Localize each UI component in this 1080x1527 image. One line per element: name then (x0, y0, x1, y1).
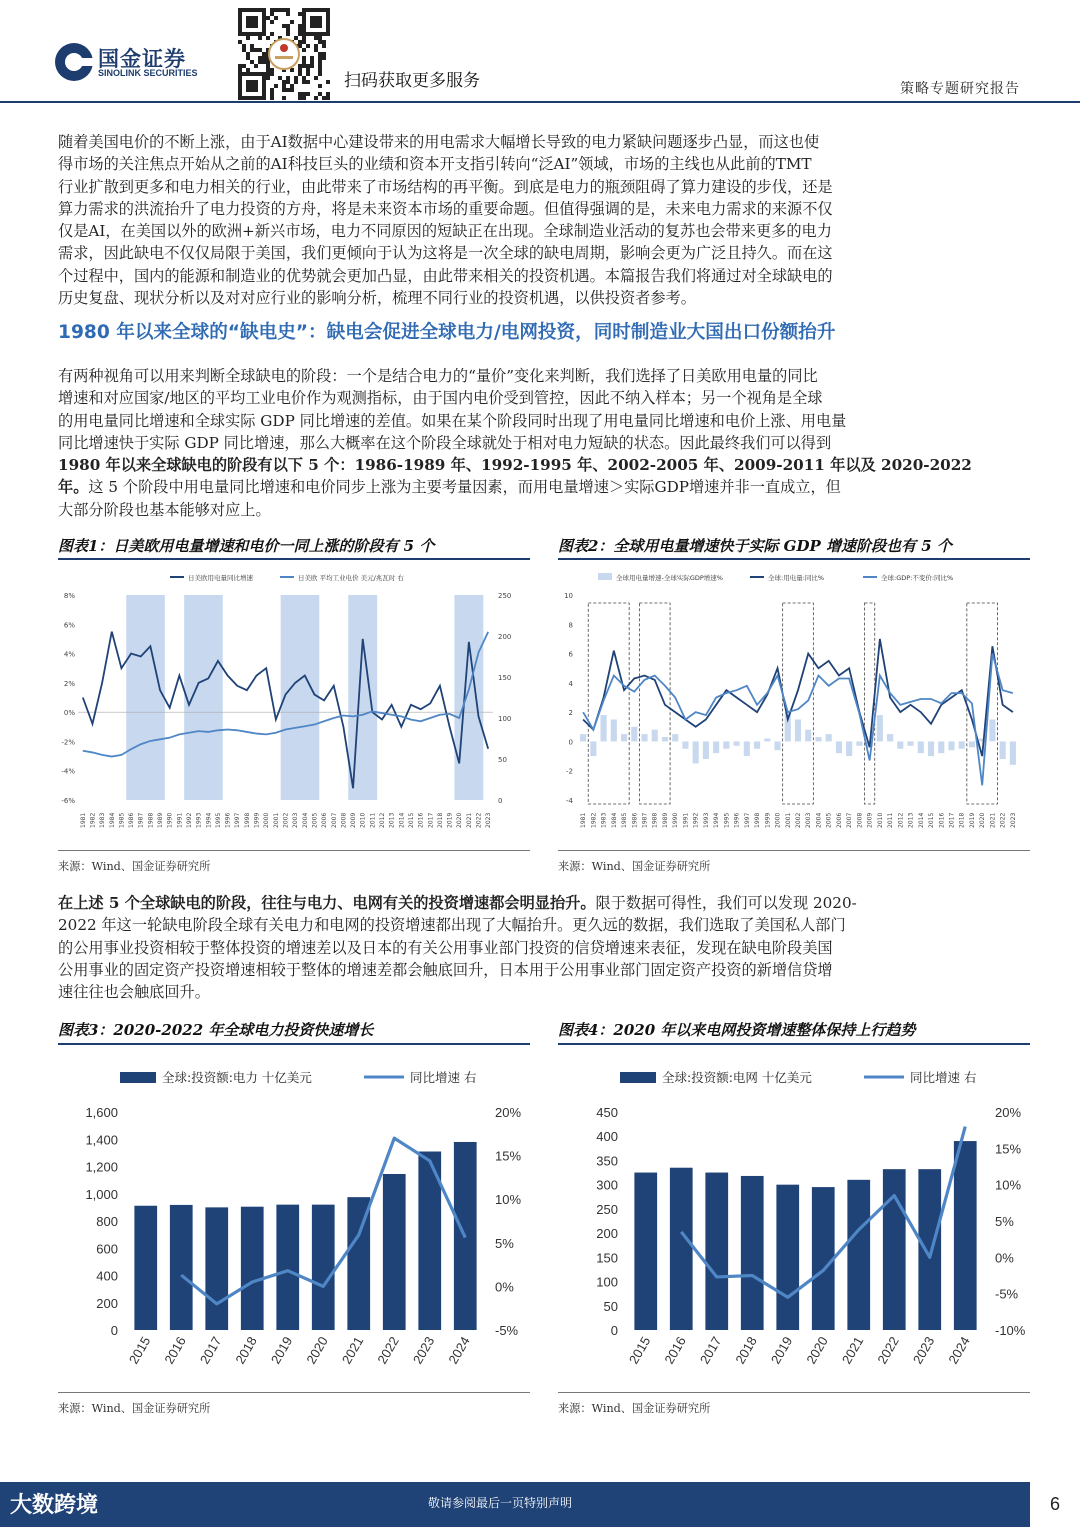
text-line: 历史复盘、现状分析以及对对应行业的影响分析，梳理不同行业的投资机遇，以供投资者参考。 (58, 289, 696, 308)
diff-bar (764, 739, 770, 742)
logo-name-cn: 国金证券 (98, 47, 186, 71)
x-tick: 2010 (876, 812, 884, 828)
x-tick: 2002 (795, 812, 802, 828)
y-tick-right: 5% (995, 1214, 1014, 1229)
value-bar (741, 1176, 764, 1330)
value-bar (776, 1185, 799, 1330)
text-line: 得市场的关注焦点开始从之前的AI科技巨头的业绩和资本开支指引转向“泛AI”领域，市场的主线也从此前的TMT (58, 155, 812, 174)
x-tick: 1999 (764, 812, 772, 828)
paragraph-investment (58, 892, 1024, 1003)
x-tick: 2007 (846, 812, 854, 828)
diff-bar (948, 741, 954, 750)
y-tick-left: 100 (596, 1274, 618, 1290)
document-type: 策略专题研究报告 (900, 81, 1020, 97)
x-tick: 2012 (379, 812, 387, 828)
y-tick-left: 8% (63, 592, 75, 600)
x-tick: 1996 (733, 812, 741, 828)
diff-bar (774, 741, 780, 750)
y-tick-right: 20% (495, 1105, 522, 1120)
y-tick-left: -6% (61, 797, 75, 805)
x-tick: 2023 (409, 1334, 438, 1367)
y-tick-left: 1,600 (85, 1105, 118, 1120)
x-tick: 2005 (311, 812, 319, 828)
x-tick: 2014 (917, 812, 925, 828)
legend-swatch-bar (120, 1072, 156, 1083)
x-tick: 1986 (631, 812, 639, 828)
y-tick-right: 20% (995, 1105, 1022, 1120)
x-tick: 2023 (485, 812, 493, 828)
value-bar (670, 1168, 693, 1330)
x-tick: 1999 (253, 812, 261, 828)
chart1-source: 来源：Wind、国金证券研究所 (58, 860, 211, 873)
value-bar (847, 1180, 870, 1330)
section-title: 1980 年以来全球的“缺电史”：缺电会促进全球电力/电网投资，同时制造业大国出口份额抬升 (58, 322, 836, 343)
y-tick-left: 0% (63, 709, 75, 718)
x-tick: 1993 (195, 812, 203, 828)
qr-caption: 扫码获取更多服务 (344, 71, 480, 91)
shortage-band (184, 595, 223, 800)
x-tick: 2017 (948, 812, 956, 828)
x-tick: 1985 (118, 812, 126, 828)
x-tick: 2022 (874, 1334, 902, 1367)
shortage-band (454, 595, 483, 800)
x-tick: 2005 (825, 812, 833, 828)
diff-bar (652, 730, 658, 742)
tail-rest: 这 5 个阶段中用电量同比增速和电价同步上涨为主要考量因素，而用电量增速＞实际GDP增速并非一直成立，但 (88, 478, 841, 497)
x-tick: 2008 (856, 812, 864, 828)
y-tick-left: 0 (110, 1323, 118, 1338)
y-tick-right: 250 (498, 592, 512, 600)
text-line: 2022 年这一轮缺电阶段全球有关电力和电网的投资增速都出现了大幅抬升。更久远的数据，我们选取了美国私人部门 (58, 916, 846, 935)
value-bar (241, 1207, 264, 1330)
chart4-caption: 图表4：2020 年以来电网投资增速整体保持上行趋势 (558, 1021, 916, 1039)
y-tick-right: 0 (498, 797, 503, 805)
x-tick: 2009 (350, 812, 358, 828)
value-bar (205, 1207, 228, 1330)
x-tick: 1981 (580, 812, 588, 828)
x-tick: 1981 (79, 812, 87, 828)
y-tick-left: 4% (63, 650, 75, 659)
x-tick: 2015 (125, 1334, 154, 1367)
y-tick-left: 400 (96, 1268, 118, 1284)
caption-divider (558, 558, 1030, 560)
value-bar (170, 1205, 193, 1330)
y-tick-right: 50 (498, 756, 507, 764)
chart3-caption: 图表3：2020-2022 年全球电力投资快速增长 (58, 1021, 374, 1039)
y-tick-left: 300 (596, 1177, 618, 1193)
x-tick: 2010 (359, 812, 367, 828)
text-line: 增速和对应国家/地区的平均工业电价作为观测指标，由于国内电价受到管控，因此不纳入样本；另一个视角是全球 (58, 389, 823, 408)
value-bar (312, 1205, 335, 1330)
x-tick: 2015 (407, 812, 415, 828)
x-tick: 2007 (330, 812, 338, 828)
value-bar (134, 1206, 157, 1330)
legend-label: 同比增速 右 (910, 1070, 977, 1085)
diff-bar (641, 734, 647, 741)
y-tick-left: 250 (596, 1201, 618, 1217)
text-line: 公用事业的固定资产投资增速相较于整体的增速差都会触底回升，日本用于公用事业部门固定资产投资的新增信贷增 (58, 960, 833, 979)
x-tick: 2006 (321, 812, 329, 828)
y-tick-left: 150 (596, 1250, 618, 1266)
x-tick: 2020 (303, 1334, 331, 1367)
diff-bar (969, 741, 975, 747)
shortage-band (348, 595, 377, 800)
x-tick: 2020 (456, 812, 464, 828)
x-tick: 1983 (600, 812, 608, 828)
x-tick: 1989 (661, 812, 669, 828)
chart4-grid-investment (558, 1050, 1030, 1385)
x-tick: 2021 (838, 1334, 867, 1367)
y-tick-right: 10% (495, 1192, 522, 1208)
x-tick: 2018 (436, 812, 444, 828)
x-tick: 2017 (696, 1334, 725, 1367)
footer-disclaimer: 敬请参阅最后一页特别声明 (427, 1496, 572, 1510)
chart2-source: 来源：Wind、国金证券研究所 (558, 860, 711, 873)
value-bar (705, 1173, 728, 1330)
x-tick: 1997 (743, 812, 751, 828)
x-tick: 1995 (723, 812, 731, 828)
diff-bar (734, 741, 740, 745)
x-tick: 2018 (732, 1334, 760, 1367)
y-tick-left: -2% (61, 738, 75, 747)
legend-label: 全球:投资额:电网 十亿美元 (662, 1070, 812, 1085)
x-tick: 2016 (417, 812, 425, 828)
x-tick: 2015 (928, 812, 936, 828)
diff-bar (795, 719, 801, 741)
x-tick: 1997 (234, 812, 242, 828)
x-tick: 2019 (968, 812, 976, 828)
diff-bar (897, 741, 903, 748)
chart3-source: 来源：Wind、国金证券研究所 (58, 1402, 211, 1415)
x-tick: 1984 (108, 812, 116, 828)
x-tick: 2017 (196, 1334, 225, 1367)
watermark: 大数跨境 (10, 1493, 99, 1518)
diff-bar (815, 737, 821, 741)
y-tick-left: 450 (596, 1105, 618, 1120)
x-tick: 1994 (713, 812, 721, 828)
bold-line: 1980 年以来全球缺电的阶段有以下 5 个：1986-1989 年、1992-1995 年、2002-2005 年、2009-2011 年以及 2020-2022 (58, 456, 972, 475)
x-tick: 2024 (945, 1334, 973, 1367)
diff-bar (713, 741, 719, 753)
y-tick-left: 0 (610, 1323, 618, 1338)
x-tick: 2016 (661, 1334, 689, 1367)
chart1-caption: 图表1：日美欧用电量增速和电价一同上涨的阶段有 5 个 (58, 537, 435, 555)
x-tick: 1986 (128, 812, 136, 828)
y-tick-left: 2% (63, 679, 75, 688)
shortage-band (281, 595, 320, 800)
y-tick-left: 600 (96, 1241, 118, 1257)
legend-swatch-diff (598, 573, 612, 580)
y-tick: 4 (568, 679, 573, 688)
diff-bar (938, 741, 944, 753)
diff-bar (662, 737, 668, 741)
text-line: 的用电量同比增速和全球实际 GDP 同比增速的差值。如果在某个阶段同时出现了用电量同比增速和电价上涨、用电量 (58, 411, 847, 430)
diff-bar (744, 741, 750, 756)
text-line (58, 476, 1024, 498)
y-tick-right: 200 (498, 633, 512, 641)
x-tick: 2000 (774, 812, 782, 828)
page-header (0, 0, 1080, 103)
intro-paragraph (58, 131, 1024, 309)
legend-label: 日美欧用电量同比增速 (188, 574, 253, 582)
diff-bar (672, 734, 678, 741)
text-line: 速往往也会触底回升。 (58, 983, 210, 1002)
legend-label: 同比增速 右 (410, 1070, 477, 1085)
x-tick: 2023 (909, 1334, 938, 1367)
x-tick: 1990 (166, 812, 174, 828)
caption-divider (558, 1043, 1030, 1045)
x-tick: 1987 (137, 812, 145, 828)
text-line: 的公用事业投资相较于整体投资的增速差以及日本的有关公用事业部门投资的信贷增速来表征，发现在缺电阶段美国 (58, 938, 833, 957)
x-tick: 1998 (754, 812, 762, 828)
chart2-electricity-vs-gdp (558, 565, 1030, 845)
value-bar (634, 1173, 657, 1330)
y-tick-left: -4% (61, 767, 75, 776)
x-tick: 1994 (205, 812, 213, 828)
x-tick: 2016 (161, 1334, 189, 1367)
shortage-band (126, 595, 165, 800)
x-tick: 2004 (301, 812, 309, 828)
y-tick-left: 800 (96, 1214, 118, 1229)
diff-bar (693, 741, 699, 763)
x-tick: 2017 (427, 812, 435, 828)
x-tick: 1982 (89, 812, 97, 828)
x-tick: 2006 (835, 812, 843, 828)
x-tick: 1998 (243, 812, 251, 828)
text-line: 随着美国电价的不断上涨，由于AI数据中心建设带来的用电需求大幅增长导致的电力紧缺问题逐步凸显，而这也使 (58, 133, 820, 151)
diff-bar (989, 719, 995, 741)
diff-bar (918, 741, 924, 753)
diff-bar (723, 741, 729, 748)
diff-bar (856, 741, 862, 745)
x-tick: 2021 (338, 1334, 367, 1367)
x-tick: 1988 (651, 812, 659, 828)
y-tick: 6 (568, 650, 573, 659)
x-tick: 2021 (465, 812, 473, 828)
x-tick: 2019 (446, 812, 454, 828)
chart2-caption: 图表2：全球用电量增速快于实际 GDP 增速阶段也有 5 个 (558, 537, 952, 555)
diff-bar (590, 741, 596, 756)
value-bar (276, 1205, 299, 1330)
y-tick-right: 15% (995, 1141, 1022, 1157)
text-line: 行业扩散到更多和电力相关的行业，由此带来了市场结构的再平衡。到底是电力的瓶颈阻碍了算力建设的步伐，还是 (58, 177, 833, 196)
x-tick: 2013 (907, 812, 915, 828)
x-tick: 1984 (610, 812, 618, 828)
x-tick: 2003 (805, 812, 813, 828)
text-line: 仅是AI，在美国以外的欧洲+新兴市场，电力不同原因的短缺正在出现。全球制造业活动的复苏也会带来更多的电力 (58, 222, 832, 241)
shortage-box (588, 603, 629, 804)
x-tick: 2015 (625, 1334, 654, 1367)
diff-bar (611, 719, 617, 741)
x-tick: 1989 (157, 812, 165, 828)
caption-divider (58, 1043, 530, 1045)
y-tick-right: 100 (498, 715, 512, 723)
sinolink-logo-icon (54, 42, 94, 82)
diff-bar (887, 734, 893, 741)
x-tick: 1996 (224, 812, 232, 828)
y-tick-right: 150 (498, 674, 512, 682)
diff-bar (703, 741, 709, 759)
y-tick-left: 6% (63, 621, 75, 630)
x-tick: 2019 (267, 1334, 296, 1367)
paragraph-shortage-stages (58, 365, 1024, 521)
x-tick: 2021 (989, 812, 997, 828)
x-tick: 2011 (369, 812, 377, 828)
x-tick: 1982 (590, 812, 598, 828)
logo-name-en: SINOLINK SECURITIES (98, 68, 198, 78)
x-tick: 2008 (340, 812, 348, 828)
y-tick: 2 (568, 709, 573, 718)
legend-label: 日美欧 平均工业电价 美元/兆瓦时 右 (298, 574, 404, 582)
shortage-box (639, 603, 670, 804)
diff-bar (621, 734, 627, 741)
y-tick: 8 (568, 621, 573, 630)
x-tick: 1993 (702, 812, 710, 828)
value-bar (383, 1174, 406, 1330)
shortage-box (783, 603, 814, 804)
x-tick: 2016 (938, 812, 946, 828)
diff-bar (907, 741, 913, 745)
y-tick: -2 (566, 767, 573, 776)
x-tick: 2011 (887, 812, 895, 828)
x-tick: 1983 (99, 812, 107, 828)
x-tick: 1985 (621, 812, 629, 828)
y-tick-left: 1,200 (85, 1159, 118, 1175)
value-bar (954, 1141, 977, 1330)
y-tick-right: -5% (995, 1286, 1019, 1302)
text-line: 个过程中，国内的能源和制造业的优势就会更加凸显，由此带来相关的投资机遇。本篇报告我们将通过对全球缺电的 (58, 266, 833, 285)
x-tick: 1991 (176, 812, 184, 828)
x-tick: 2020 (803, 1334, 831, 1367)
qr-code-icon[interactable] (238, 8, 330, 100)
legend-label: 全球:投资额:电力 十亿美元 (162, 1070, 312, 1085)
x-tick: 2001 (272, 812, 280, 828)
value-bar (918, 1169, 941, 1330)
text-line: 大部分阶段也基本能够对应上。 (58, 500, 271, 519)
chart3-power-investment (58, 1050, 530, 1385)
y-tick-right: 5% (495, 1235, 514, 1251)
x-tick: 2009 (866, 812, 874, 828)
y-tick-right: 10% (995, 1177, 1022, 1193)
text-line (58, 892, 1024, 914)
y-tick: -4 (566, 797, 573, 805)
text-line: 算力需求的洪流抬升了电力投资的方舟，将是未来资本市场的重要命题。但值得强调的是，未来电力需求的来源不仅 (58, 199, 833, 218)
lead-rest: 限于数据可得性，我们可以发现 2020- (595, 894, 857, 912)
x-tick: 2014 (398, 812, 406, 828)
diff-bar (877, 715, 883, 741)
legend-label: 全球:用电量:同比% (768, 574, 825, 582)
y-tick: 10 (564, 592, 573, 600)
x-tick: 2001 (784, 812, 792, 828)
x-tick: 1987 (641, 812, 649, 828)
header-divider (0, 101, 1080, 103)
diff-bar (836, 741, 842, 753)
diff-bar (959, 741, 965, 748)
bold-lead: 在上述 5 个全球缺电的阶段，往往与电力、电网有关的投资增速都会明显抬升。 (58, 894, 596, 912)
x-tick: 2022 (999, 812, 1007, 828)
legend-swatch-bar (620, 1072, 656, 1083)
chart1-electricity-price (58, 565, 530, 845)
diff-bar (682, 741, 688, 748)
x-tick: 2002 (282, 812, 290, 828)
y-tick-left: 200 (596, 1226, 618, 1242)
x-tick: 1991 (682, 812, 690, 828)
x-tick: 2020 (979, 812, 987, 828)
diff-bar (928, 741, 934, 756)
source-divider (58, 1392, 530, 1393)
x-tick: 2022 (475, 812, 483, 828)
x-tick: 2024 (445, 1334, 473, 1367)
x-tick: 2023 (1009, 812, 1017, 828)
text-line: 同比增速快于实际 GDP 同比增速，那么大概率在这个阶段全球就处于相对电力短缺的状态。因此最终我们可以得到 (58, 433, 832, 452)
y-tick-right: -5% (495, 1323, 519, 1338)
legend-label: 全球用电量增速-全球实际GDP增速% (616, 574, 723, 582)
diff-bar (826, 734, 832, 741)
text-line: 需求，因此缺电不仅仅局限于美国，我们更倾向于认为这将是一次全球的缺电周期，影响会更为广泛且持久。而在这 (58, 244, 833, 263)
diff-bar (1010, 741, 1016, 764)
x-tick: 1995 (214, 812, 222, 828)
diff-bar (601, 715, 607, 741)
source-divider (558, 850, 1030, 851)
text-line: 有两种视角可以用来判断全球缺电的阶段：一个是结合电力的“量价”变化来判断，我们选择了日美欧用电量的同比 (58, 367, 818, 385)
legend-label: 全球:GDP:不变价:同比% (881, 574, 954, 582)
y-tick-left: 400 (596, 1129, 618, 1145)
y-tick-right: 0% (995, 1250, 1014, 1266)
x-tick: 1992 (692, 812, 700, 828)
x-tick: 2003 (292, 812, 300, 828)
y-tick-left: 350 (596, 1153, 618, 1169)
y-tick-left: 50 (603, 1298, 618, 1314)
y-tick-left: 200 (96, 1295, 118, 1311)
x-tick: 2013 (388, 812, 396, 828)
diff-bar (754, 741, 760, 748)
x-tick: 1992 (185, 812, 193, 828)
source-divider (58, 850, 530, 851)
diff-bar (631, 727, 637, 742)
diff-bar (580, 734, 586, 741)
y-tick-right: 0% (495, 1279, 514, 1295)
y-tick-left: 1,000 (85, 1186, 118, 1202)
value-bar (812, 1187, 835, 1330)
diff-bar (846, 741, 852, 756)
x-tick: 1988 (147, 812, 155, 828)
chart4-source: 来源：Wind、国金证券研究所 (558, 1402, 711, 1415)
bold-tail: 年。 (58, 478, 89, 497)
x-tick: 2019 (767, 1334, 796, 1367)
y-tick-left: 1,400 (85, 1132, 118, 1148)
source-divider (558, 1392, 1030, 1393)
caption-divider (58, 558, 530, 560)
x-tick: 2018 (232, 1334, 260, 1367)
x-tick: 2004 (815, 812, 823, 828)
x-tick: 2022 (374, 1334, 402, 1367)
x-tick: 2012 (897, 812, 905, 828)
page-number: 6 (1030, 1482, 1080, 1527)
x-tick: 2018 (958, 812, 966, 828)
x-tick: 2000 (263, 812, 271, 828)
y-tick-right: 15% (495, 1148, 522, 1164)
diff-bar (805, 730, 811, 742)
diff-bar (1000, 741, 1006, 759)
value-bar (883, 1169, 906, 1330)
y-tick: 0 (568, 738, 573, 747)
x-tick: 1990 (672, 812, 680, 828)
y-tick-right: -10% (995, 1323, 1026, 1338)
